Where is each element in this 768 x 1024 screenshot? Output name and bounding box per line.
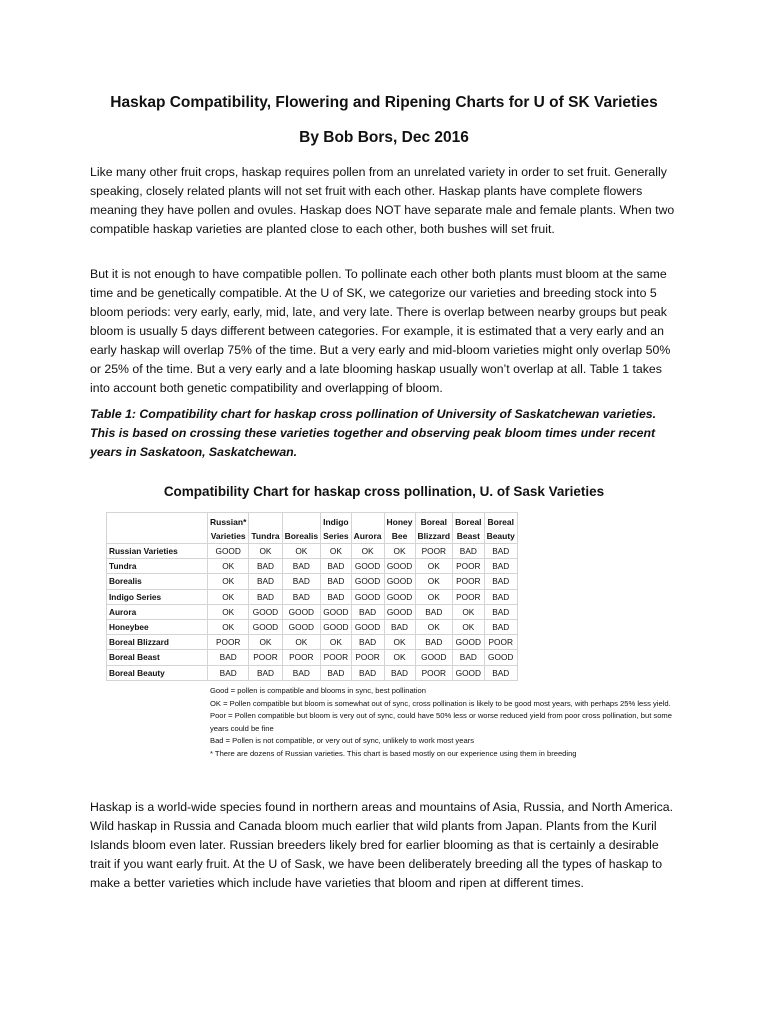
compatibility-cell: OK xyxy=(351,544,384,559)
compatibility-cell: GOOD xyxy=(249,604,282,619)
compatibility-cell: BAD xyxy=(415,635,453,650)
column-header: Tundra xyxy=(249,513,282,544)
table-row xyxy=(107,604,518,619)
compatibility-cell: BAD xyxy=(208,665,249,680)
compatibility-cell: BAD xyxy=(321,574,352,589)
compatibility-cell: BAD xyxy=(351,635,384,650)
table-row xyxy=(107,589,518,604)
column-header: Indigo Series xyxy=(321,513,352,544)
table-row xyxy=(107,665,518,680)
row-label: Boreal Beast xyxy=(107,650,208,665)
compatibility-cell: OK xyxy=(415,574,453,589)
compatibility-cell: GOOD xyxy=(321,604,352,619)
compatibility-cell: BAD xyxy=(321,665,352,680)
compatibility-cell: BAD xyxy=(484,544,517,559)
compatibility-cell: OK xyxy=(415,559,453,574)
compatibility-cell: OK xyxy=(415,619,453,634)
compatibility-cell: OK xyxy=(282,544,321,559)
compatibility-cell: OK xyxy=(208,589,249,604)
compatibility-table xyxy=(106,512,518,681)
compatibility-cell: GOOD xyxy=(484,650,517,665)
row-label: Borealis xyxy=(107,574,208,589)
compatibility-cell: GOOD xyxy=(351,619,384,634)
compatibility-cell: BAD xyxy=(484,574,517,589)
compatibility-cell: GOOD xyxy=(321,619,352,634)
compatibility-cell: BAD xyxy=(282,665,321,680)
compatibility-cell: BAD xyxy=(453,650,484,665)
compatibility-cell: BAD xyxy=(484,589,517,604)
compatibility-cell: POOR xyxy=(453,559,484,574)
column-header: Aurora xyxy=(351,513,384,544)
compatibility-cell: OK xyxy=(208,574,249,589)
compatibility-cell: BAD xyxy=(321,589,352,604)
row-label: Tundra xyxy=(107,559,208,574)
compatibility-cell: BAD xyxy=(484,604,517,619)
column-header: Boreal Beast xyxy=(453,513,484,544)
compatibility-cell: GOOD xyxy=(384,574,415,589)
compatibility-cell: POOR xyxy=(415,544,453,559)
compatibility-cell: GOOD xyxy=(384,559,415,574)
compatibility-cell: POOR xyxy=(321,650,352,665)
compatibility-cell: GOOD xyxy=(282,604,321,619)
table-row xyxy=(107,559,518,574)
species-paragraph: Haskap is a world-wide species found in northern areas and mountains of Asia, Russia, and North America. Wild haskap in Russia and Canada bloom much earlier that wild plants from Japan. Plants from the Kuril Islands bloom even later. Russian breeders likely bred for earlier blooming as that is certainly a desirable trait if you want early fruit. At the U of Sask, we have been deliberately breeding all the types of haskap to make a better varieties which include have varieties that bloom and ripen at different times. xyxy=(90,800,674,890)
compatibility-cell: BAD xyxy=(453,544,484,559)
compatibility-cell: OK xyxy=(208,559,249,574)
compatibility-cell: OK xyxy=(321,544,352,559)
table-caption: Table 1: Compatibility chart for haskap cross pollination of University of Saskatchewan varieties. This is based on crossing these varieties together and observing peak bloom times under recent years in Saskatoon, Saskatchewan. xyxy=(90,407,657,459)
compatibility-cell: POOR xyxy=(484,635,517,650)
table-body xyxy=(107,544,518,681)
compatibility-cell: GOOD xyxy=(453,635,484,650)
compatibility-cell: GOOD xyxy=(208,544,249,559)
compatibility-cell: BAD xyxy=(384,619,415,634)
compatibility-cell: BAD xyxy=(249,559,282,574)
legend-footnote: * There are dozens of Russian varieties. This chart is based mostly on our experience using them in breeding xyxy=(210,748,577,758)
row-label: Boreal Blizzard xyxy=(107,635,208,650)
table-row xyxy=(107,635,518,650)
compatibility-cell: BAD xyxy=(415,604,453,619)
compatibility-cell: POOR xyxy=(208,635,249,650)
table-row xyxy=(107,650,518,665)
table-row xyxy=(107,544,518,559)
compatibility-cell: BAD xyxy=(249,589,282,604)
document-title: Haskap Compatibility, Flowering and Ripening Charts for U of SK Varieties xyxy=(110,94,658,111)
compatibility-cell: POOR xyxy=(453,589,484,604)
compatibility-cell: BAD xyxy=(321,559,352,574)
compatibility-cell: BAD xyxy=(249,665,282,680)
compatibility-cell: BAD xyxy=(484,665,517,680)
row-label: Aurora xyxy=(107,604,208,619)
compatibility-cell: OK xyxy=(384,635,415,650)
intro-paragraph: Like many other fruit crops, haskap requires pollen from an unrelated variety in order to set fruit. Generally speaking, closely related plants will not set fruit with each other. Haskap plants have complete flowers meaning they have pollen and ovules. Haskap does NOT have separate male and female plants. When two compatible haskap varieties are planted close to each other, both bushes will set fruit. xyxy=(90,165,675,236)
compatibility-cell: OK xyxy=(282,635,321,650)
compatibility-cell: OK xyxy=(384,544,415,559)
compatibility-cell: BAD xyxy=(282,574,321,589)
compatibility-cell: GOOD xyxy=(351,574,384,589)
compatibility-cell: OK xyxy=(208,604,249,619)
compatibility-cell: GOOD xyxy=(351,559,384,574)
compatibility-cell: OK xyxy=(384,650,415,665)
compatibility-cell: POOR xyxy=(249,650,282,665)
compatibility-cell: OK xyxy=(208,619,249,634)
compatibility-cell: GOOD xyxy=(384,604,415,619)
compatibility-cell: BAD xyxy=(282,589,321,604)
column-header: Boreal Blizzard xyxy=(415,513,453,544)
compatibility-cell: BAD xyxy=(351,665,384,680)
column-header: Honey Bee xyxy=(384,513,415,544)
compatibility-cell: OK xyxy=(249,635,282,650)
table-row xyxy=(107,619,518,634)
compatibility-cell: BAD xyxy=(384,665,415,680)
compatibility-cell: BAD xyxy=(484,619,517,634)
legend-poor: Poor = Pollen compatible but bloom is very out of sync, could have 50% less or worse reduced yield from poor cross pollination, but some years could be fine xyxy=(210,711,672,733)
compatibility-cell: POOR xyxy=(453,574,484,589)
table-header-row xyxy=(107,513,518,544)
compatibility-cell: BAD xyxy=(351,604,384,619)
row-label: Russian Varieties xyxy=(107,544,208,559)
column-header: Borealis xyxy=(282,513,321,544)
compatibility-cell: POOR xyxy=(415,665,453,680)
document-byline: By Bob Bors, Dec 2016 xyxy=(299,129,469,146)
compatibility-cell: BAD xyxy=(282,559,321,574)
compatibility-cell: OK xyxy=(453,619,484,634)
compatibility-cell: OK xyxy=(453,604,484,619)
compatibility-cell: BAD xyxy=(484,559,517,574)
compatibility-cell: GOOD xyxy=(351,589,384,604)
compatibility-cell: OK xyxy=(249,544,282,559)
compatibility-cell: GOOD xyxy=(415,650,453,665)
row-label: Honeybee xyxy=(107,619,208,634)
bloom-paragraph: But it is not enough to have compatible pollen. To pollinate each other both plants must bloom at the same time and be genetically compatible. At the U of SK, we categorize our varieties and breeding stock into 5 bloom periods: very early, early, mid, late, and very late. There is overlap between nearby groups but peak bloom is usually 5 days different between categories. For example, it is estimated that a very early and an early haskap will overlap 75% of the time. But a very early and mid-bloom varieties might only overlap 50% or 25% of the time. But a very early and a late blooming haskap usually won’t overlap at all. Table 1 takes into account both genetic compatibility and overlapping of bloom. xyxy=(90,267,671,395)
compatibility-cell: GOOD xyxy=(249,619,282,634)
compatibility-cell: OK xyxy=(321,635,352,650)
column-header: Boreal Beauty xyxy=(484,513,517,544)
table-legend xyxy=(210,685,680,761)
compatibility-cell: POOR xyxy=(282,650,321,665)
compatibility-cell: POOR xyxy=(351,650,384,665)
compatibility-cell: GOOD xyxy=(453,665,484,680)
compatibility-cell: OK xyxy=(415,589,453,604)
row-label: Boreal Beauty xyxy=(107,665,208,680)
legend-ok: OK = Pollen compatible but bloom is somewhat out of sync, cross pollination is likely to be good most years, with perhaps 25% less yield. xyxy=(210,698,671,708)
legend-bad: Bad = Pollen is not compatible, or very out of sync, unlikely to work most years xyxy=(210,736,475,746)
row-label: Indigo Series xyxy=(107,589,208,604)
compatibility-cell: GOOD xyxy=(384,589,415,604)
compatibility-cell: BAD xyxy=(208,650,249,665)
chart-title: Compatibility Chart for haskap cross pollination, U. of Sask Varieties xyxy=(163,484,605,499)
legend-good: Good = pollen is compatible and blooms in sync, best pollination xyxy=(210,686,426,695)
compatibility-cell: GOOD xyxy=(282,619,321,634)
compatibility-cell: BAD xyxy=(249,574,282,589)
table-corner-cell xyxy=(107,513,208,544)
column-header: Russian* Varieties xyxy=(208,513,249,544)
table-row xyxy=(107,574,518,589)
